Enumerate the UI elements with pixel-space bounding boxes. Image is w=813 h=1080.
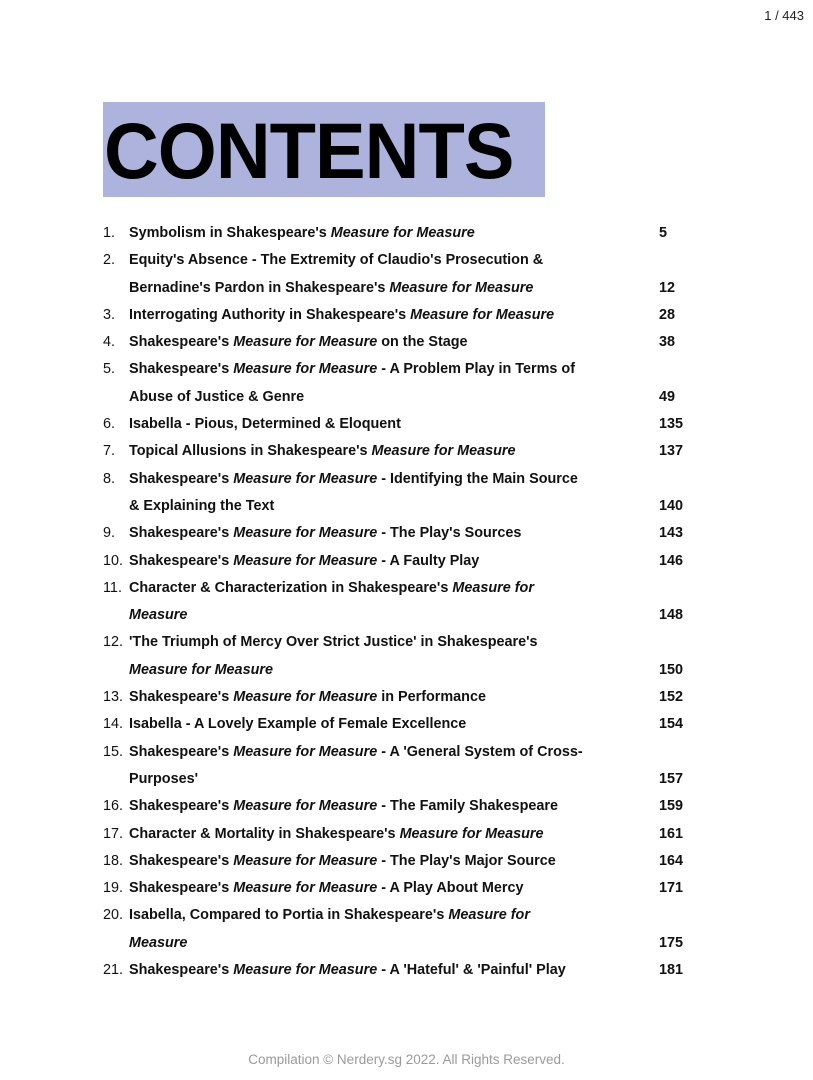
toc-title-segment: - A Problem Play in Terms of <box>377 361 575 378</box>
toc-title-segment: - A Play About Mercy <box>377 880 524 897</box>
toc-page-number: 146 <box>659 552 684 569</box>
toc-page-number: 175 <box>659 934 684 951</box>
toc-number: 6. <box>103 416 116 433</box>
toc-title-segment: Shakespeare's <box>129 470 234 487</box>
toc-page-number: 140 <box>659 497 684 514</box>
toc-title <box>129 493 274 520</box>
toc-title <box>129 302 554 329</box>
toc-page-number: 135 <box>659 416 684 433</box>
toc-line <box>103 875 703 902</box>
toc-entry[interactable] <box>103 247 703 302</box>
toc-entry[interactable] <box>103 848 703 875</box>
toc-page-number: 159 <box>659 798 684 815</box>
toc-page-number: 171 <box>659 880 684 897</box>
toc-title-segment: - A Faulty Play <box>377 552 480 569</box>
toc-line <box>103 930 703 957</box>
toc-title-italic: Measure for Measure <box>371 443 516 460</box>
toc-entry[interactable] <box>103 821 703 848</box>
toc-title-italic: Measure for Measure <box>233 962 378 979</box>
page-counter: 1 / 443 <box>764 8 804 23</box>
toc-title <box>129 548 479 575</box>
toc-title-segment: Shakespeare's <box>129 880 234 897</box>
toc-line <box>103 957 703 984</box>
toc-entry[interactable] <box>103 302 703 329</box>
toc-title-segment: Character & Mortality in Shakespeare's <box>129 825 400 842</box>
page-title: CONTENTS <box>104 106 514 195</box>
toc-title-segment: Purposes' <box>129 770 199 787</box>
toc-number: 17. <box>103 825 124 842</box>
toc-entry[interactable] <box>103 220 703 247</box>
toc-title-segment: 'The Triumph of Mercy Over Strict Justice' in Shakespeare's <box>129 634 538 651</box>
toc-title-segment: - Identifying the Main Source <box>377 470 578 487</box>
toc-line <box>103 575 703 602</box>
toc-line <box>103 275 703 302</box>
toc-line <box>103 493 703 520</box>
toc-title-segment: - The Play's Sources <box>377 525 522 542</box>
toc-title-segment: in Performance <box>377 689 486 706</box>
toc-entry[interactable] <box>103 739 703 794</box>
toc-title <box>129 766 198 793</box>
toc-number: 9. <box>103 525 116 542</box>
copyright-footer: Compilation © Nerdery.sg 2022. All Rights Reserved. <box>248 1052 565 1067</box>
toc-title-segment: Topical Allusions in Shakespeare's <box>129 443 372 460</box>
toc-title-segment: - The Play's Major Source <box>377 852 556 869</box>
toc-title-segment: - A 'Hateful' & 'Painful' Play <box>377 962 566 979</box>
toc-entry[interactable] <box>103 957 703 984</box>
toc-page-number: 181 <box>659 962 684 979</box>
toc-entry[interactable] <box>103 520 703 547</box>
toc-title-italic: Measure for Measure <box>330 225 475 241</box>
toc-number: 20. <box>103 907 124 924</box>
toc-title-segment: Character & Characterization in Shakespeare's <box>129 579 453 596</box>
toc-number: 18. <box>103 852 124 869</box>
toc-title-italic: Measure for Measure <box>233 334 378 351</box>
toc-line <box>103 548 703 575</box>
toc-line <box>103 684 703 711</box>
toc-line <box>103 520 703 547</box>
toc-title-italic: Measure <box>129 607 188 624</box>
toc-title <box>129 247 543 274</box>
toc-number: 2. <box>103 252 116 269</box>
toc-entry[interactable] <box>103 629 703 684</box>
toc-title <box>129 438 516 465</box>
toc-number: 5. <box>103 361 116 378</box>
toc-entry[interactable] <box>103 684 703 711</box>
toc-title <box>129 356 575 383</box>
toc-entry[interactable] <box>103 466 703 521</box>
toc-page-number: 5 <box>659 225 668 241</box>
toc-title-italic: Measure <box>129 934 188 951</box>
toc-title-segment: Shakespeare's <box>129 525 234 542</box>
toc-page-number: 150 <box>659 661 684 678</box>
toc-line <box>103 220 703 247</box>
toc-title-italic: Measure for Measure <box>233 880 378 897</box>
toc-number: 10. <box>103 552 124 569</box>
toc-entry[interactable] <box>103 711 703 738</box>
toc-title <box>129 930 187 957</box>
toc-title-italic: Measure for Measure <box>410 306 555 323</box>
toc-page-number: 28 <box>659 306 676 323</box>
toc-title <box>129 684 486 711</box>
toc-line <box>103 247 703 274</box>
toc-title <box>129 384 304 411</box>
toc-title-segment: - A 'General System of Cross- <box>377 743 583 760</box>
toc-title-segment: Isabella, Compared to Portia in Shakespeare's <box>129 907 449 924</box>
toc-line <box>103 766 703 793</box>
toc-page-number: 154 <box>659 716 684 733</box>
toc-number: 19. <box>103 880 124 897</box>
toc-number: 1. <box>103 225 116 241</box>
toc-title <box>129 848 556 875</box>
toc-page-number: 49 <box>659 388 676 405</box>
toc-entry[interactable] <box>103 329 703 356</box>
toc-line <box>103 629 703 656</box>
toc-title-italic: Measure for Measure <box>233 470 378 487</box>
toc-title-segment: Shakespeare's <box>129 743 234 760</box>
toc-number: 7. <box>103 443 116 460</box>
toc-page-number: 152 <box>659 689 684 706</box>
toc-line <box>103 793 703 820</box>
toc-page-number: 161 <box>659 825 684 842</box>
toc-title <box>129 875 524 902</box>
toc-number: 15. <box>103 743 124 760</box>
toc-title-italic: Measure for Measure <box>233 525 378 542</box>
toc-title <box>129 793 558 820</box>
toc-title <box>129 711 466 738</box>
toc-title-segment: Isabella - Pious, Determined & Eloquent <box>129 416 401 433</box>
toc-title-italic: Measure for Measure <box>233 361 378 378</box>
toc-title <box>129 739 583 766</box>
toc-title <box>129 275 533 302</box>
toc-number: 8. <box>103 470 116 487</box>
toc-page-number: 143 <box>659 525 684 542</box>
table-of-contents <box>103 220 703 984</box>
toc-title-segment: - The Family Shakespeare <box>377 798 558 815</box>
toc-number: 16. <box>103 798 124 815</box>
toc-number: 11. <box>103 579 122 596</box>
toc-number: 3. <box>103 306 116 323</box>
toc-line <box>103 302 703 329</box>
toc-title-segment: Shakespeare's <box>129 962 234 979</box>
toc-line <box>103 356 703 383</box>
toc-number: 13. <box>103 689 124 706</box>
toc-title-segment: Symbolism in Shakespeare's <box>129 225 331 241</box>
toc-title-italic: Measure for Measure <box>233 852 378 869</box>
toc-title-segment: Equity's Absence - The Extremity of Claudio's Prosecution & <box>129 252 544 269</box>
toc-line <box>103 384 703 411</box>
toc-title-italic: Measure for Measure <box>233 689 378 706</box>
toc-number: 4. <box>103 334 116 351</box>
toc-page-number: 157 <box>659 770 684 787</box>
toc-title <box>129 520 521 547</box>
toc-line <box>103 602 703 629</box>
toc-title-italic: Measure for Measure <box>233 743 378 760</box>
toc-page-number: 12 <box>659 279 676 296</box>
toc-title-segment: & Explaining the Text <box>129 497 275 514</box>
toc-title-italic: Measure for Measure <box>399 825 544 842</box>
toc-title-segment: Isabella - A Lovely Example of Female Excellence <box>129 716 467 733</box>
toc-title-segment: on the Stage <box>377 334 468 351</box>
toc-page-number: 38 <box>659 334 676 351</box>
toc-title-segment: Shakespeare's <box>129 552 234 569</box>
toc-entry[interactable] <box>103 411 703 438</box>
toc-title-segment: Bernadine's Pardon in Shakespeare's <box>129 279 390 296</box>
toc-title <box>129 466 578 493</box>
toc-line <box>103 411 703 438</box>
toc-title <box>129 220 475 247</box>
toc-entry[interactable] <box>103 438 703 465</box>
toc-title-segment: Abuse of Justice & Genre <box>129 388 305 405</box>
toc-title <box>129 411 401 438</box>
toc-entry[interactable] <box>103 548 703 575</box>
toc-title-italic: Measure for Measure <box>233 552 378 569</box>
toc-title-segment: Shakespeare's <box>129 334 234 351</box>
toc-title-segment: Shakespeare's <box>129 798 234 815</box>
toc-title-segment: Shakespeare's <box>129 361 234 378</box>
toc-entry[interactable] <box>103 575 703 630</box>
toc-title <box>129 329 468 356</box>
toc-title <box>129 657 273 684</box>
toc-title-italic: Measure for Measure <box>389 279 534 296</box>
toc-title <box>129 629 538 656</box>
toc-title-italic: Measure for <box>448 907 530 924</box>
toc-line <box>103 902 703 929</box>
toc-title-italic: Measure for Measure <box>129 661 273 678</box>
toc-line <box>103 821 703 848</box>
toc-line <box>103 739 703 766</box>
toc-number: 21. <box>103 962 124 979</box>
toc-page-number: 148 <box>659 607 684 624</box>
toc-line <box>103 848 703 875</box>
toc-entry[interactable] <box>103 902 703 957</box>
toc-title-italic: Measure for <box>452 579 534 596</box>
toc-page-number: 137 <box>659 443 684 460</box>
toc-line <box>103 711 703 738</box>
toc-title <box>129 902 530 929</box>
toc-page-number: 164 <box>659 852 684 869</box>
toc-title-segment: Interrogating Authority in Shakespeare's <box>129 306 411 323</box>
toc-entry[interactable] <box>103 793 703 820</box>
toc-title <box>129 602 187 629</box>
toc-line <box>103 657 703 684</box>
toc-entry[interactable] <box>103 356 703 411</box>
toc-line <box>103 466 703 493</box>
toc-title-segment: Shakespeare's <box>129 852 234 869</box>
toc-line <box>103 329 703 356</box>
toc-line <box>103 438 703 465</box>
toc-title-italic: Measure for Measure <box>233 798 378 815</box>
toc-number: 14. <box>103 716 124 733</box>
toc-title <box>129 957 566 984</box>
toc-entry[interactable] <box>103 875 703 902</box>
toc-title <box>129 821 544 848</box>
toc-title-segment: Shakespeare's <box>129 689 234 706</box>
toc-title <box>129 575 534 602</box>
toc-number: 12. <box>103 634 124 651</box>
